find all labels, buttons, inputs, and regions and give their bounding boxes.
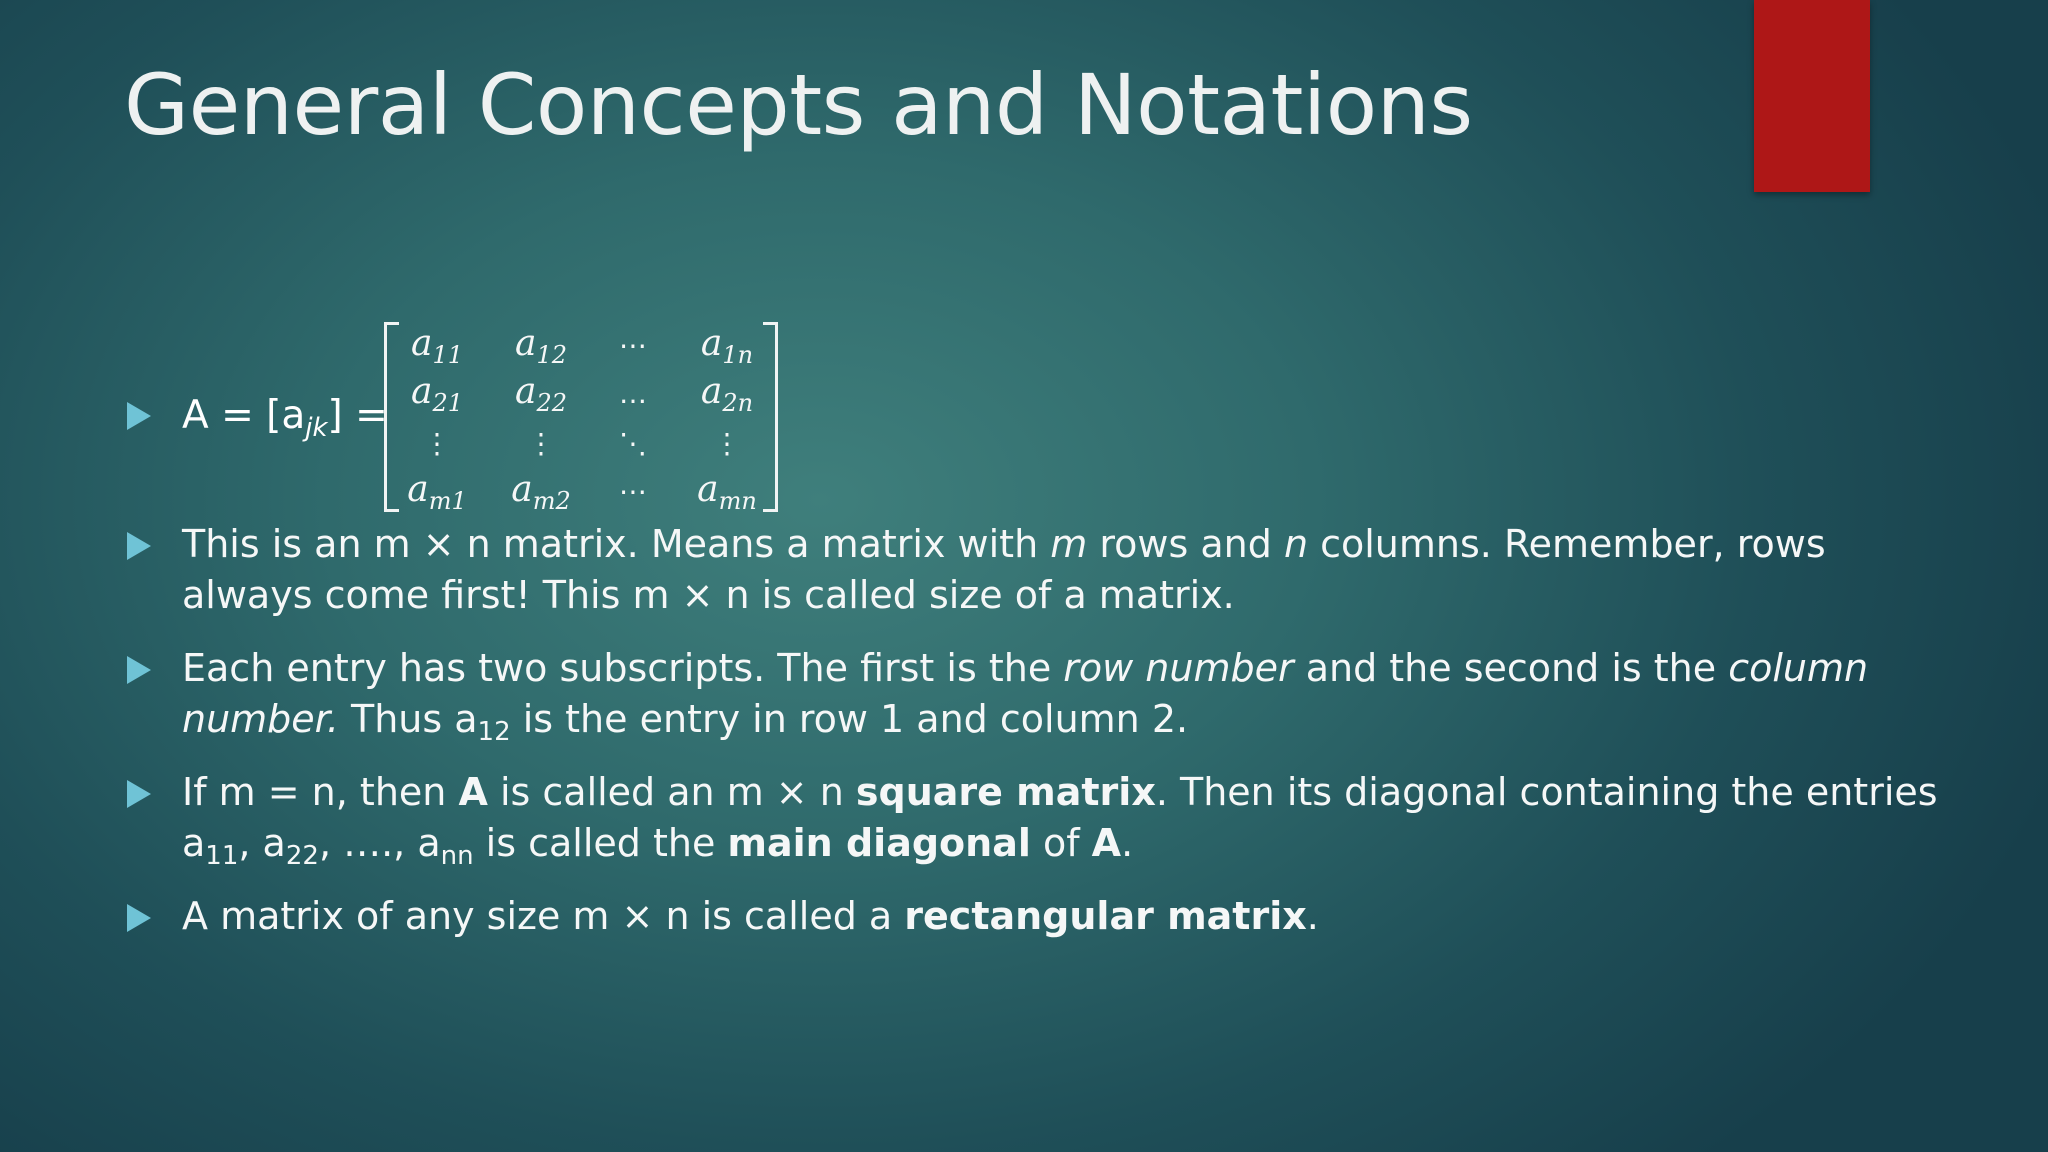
matrix-entry: [583, 470, 683, 512]
matrix-entry-subscript: 2n: [722, 389, 754, 417]
text-run: square matrix: [855, 770, 1156, 814]
matrix-entry-base: ⋮: [713, 427, 741, 460]
matrix-entry: [491, 371, 591, 417]
text-run: If m = n, then: [182, 770, 459, 814]
bullet-arrow-icon: [127, 532, 151, 560]
text-run: is the entry in row 1 and column 2.: [510, 697, 1189, 741]
def-prefix: A = [a: [182, 393, 306, 438]
matrix-entry-base: ⋱: [619, 427, 647, 460]
text-run: A: [458, 770, 488, 814]
matrix-entry: [677, 422, 777, 464]
matrix-entry: [583, 422, 683, 464]
bullet-arrow-icon: [127, 780, 151, 808]
bullet-4-line-1: [182, 766, 1938, 818]
matrix-entry: [387, 469, 487, 515]
matrix-entry: [677, 323, 777, 369]
bullet-arrow-icon: [127, 402, 151, 430]
subscript: 11: [205, 841, 239, 871]
matrix-entry-base: ⋮: [527, 427, 555, 460]
text-run: is called an m × n: [487, 770, 856, 814]
bullet-5-line-1: [182, 890, 1319, 942]
accent-bar: [1754, 0, 1870, 192]
text-run: Thus a: [338, 697, 478, 741]
matrix-entry: [387, 371, 487, 417]
def-subscript: jk: [305, 413, 328, 443]
matrix-entry-subscript: mn: [718, 487, 757, 515]
text-run: is called the: [473, 821, 728, 865]
bullet-2-line-2: [182, 569, 1235, 621]
matrix-definition-label: [182, 390, 388, 442]
matrix-entry-base: a: [700, 371, 723, 412]
bullet-arrow-icon: [127, 904, 151, 932]
subscript: 12: [477, 717, 511, 747]
matrix-entry-subscript: 12: [536, 341, 567, 369]
def-suffix: ] =: [327, 393, 388, 438]
matrix-entry: [677, 371, 777, 417]
text-run: always come first! This m × n is called size of a matrix.: [182, 573, 1235, 617]
matrix-entry-base: a: [700, 323, 723, 364]
text-run: row number: [1063, 646, 1294, 690]
text-run: A: [1091, 821, 1122, 865]
matrix-entry: [583, 324, 683, 366]
matrix-entry: [491, 323, 591, 369]
matrix-entry: [387, 323, 487, 369]
matrix-entry: [387, 422, 487, 464]
text-run: column: [1728, 646, 1869, 690]
text-run: number.: [182, 697, 339, 741]
matrix-entry: [583, 372, 683, 414]
matrix-entry: [491, 469, 591, 515]
matrix-entry-subscript: 1n: [722, 341, 754, 369]
matrix-entry-base: ⋯: [619, 329, 647, 362]
text-run: columns. Remember, rows: [1308, 522, 1826, 566]
text-run: a: [182, 821, 206, 865]
matrix-entry-base: a: [410, 371, 433, 412]
matrix-entry: [677, 469, 777, 515]
matrix-display: [384, 322, 778, 515]
matrix-entry-base: a: [410, 323, 433, 364]
matrix-entry-base: a: [407, 469, 429, 510]
text-run: n: [1283, 522, 1309, 566]
text-run: and the second is the: [1293, 646, 1729, 690]
matrix-entry-base: a: [514, 323, 537, 364]
matrix-entry: [491, 422, 591, 464]
text-run: , a: [238, 821, 286, 865]
text-run: . Then its diagonal containing the entries: [1155, 770, 1938, 814]
text-run: rectangular matrix: [904, 894, 1307, 938]
text-run: of: [1030, 821, 1092, 865]
matrix-entry-subscript: m1: [428, 487, 467, 515]
text-run: , …., a: [318, 821, 441, 865]
text-run: This is an m × n matrix. Means a matrix with: [182, 522, 1051, 566]
text-run: Each entry has two subscripts. The first is the: [182, 646, 1064, 690]
matrix-entry-subscript: 22: [536, 389, 567, 417]
text-run: rows and: [1087, 522, 1284, 566]
subscript: 22: [285, 841, 319, 871]
slide-title: General Concepts and Notations: [124, 56, 1473, 154]
bullet-3-line-1: [182, 642, 1868, 694]
matrix-entry-base: a: [514, 371, 537, 412]
matrix-entry-subscript: 11: [432, 341, 463, 369]
matrix-entry-subscript: 21: [432, 389, 463, 417]
bullet-2-line-1: [182, 518, 1826, 570]
bullet-arrow-icon: [127, 656, 151, 684]
subscript: nn: [440, 841, 474, 871]
matrix-entry-base: ⋯: [619, 475, 647, 508]
text-run: main diagonal: [727, 821, 1031, 865]
bullet-3-line-2: [182, 693, 1188, 745]
matrix-entry-base: a: [697, 469, 719, 510]
matrix-entry-base: ⋮: [423, 427, 451, 460]
matrix-entry-subscript: m2: [532, 487, 571, 515]
text-run: .: [1121, 821, 1134, 865]
text-run: m: [1050, 522, 1088, 566]
matrix-entry-base: …: [619, 377, 647, 410]
text-run: .: [1306, 894, 1319, 938]
bullet-4-line-2: [182, 817, 1133, 869]
matrix-entry-base: a: [511, 469, 533, 510]
text-run: A matrix of any size m × n is called a: [182, 894, 905, 938]
